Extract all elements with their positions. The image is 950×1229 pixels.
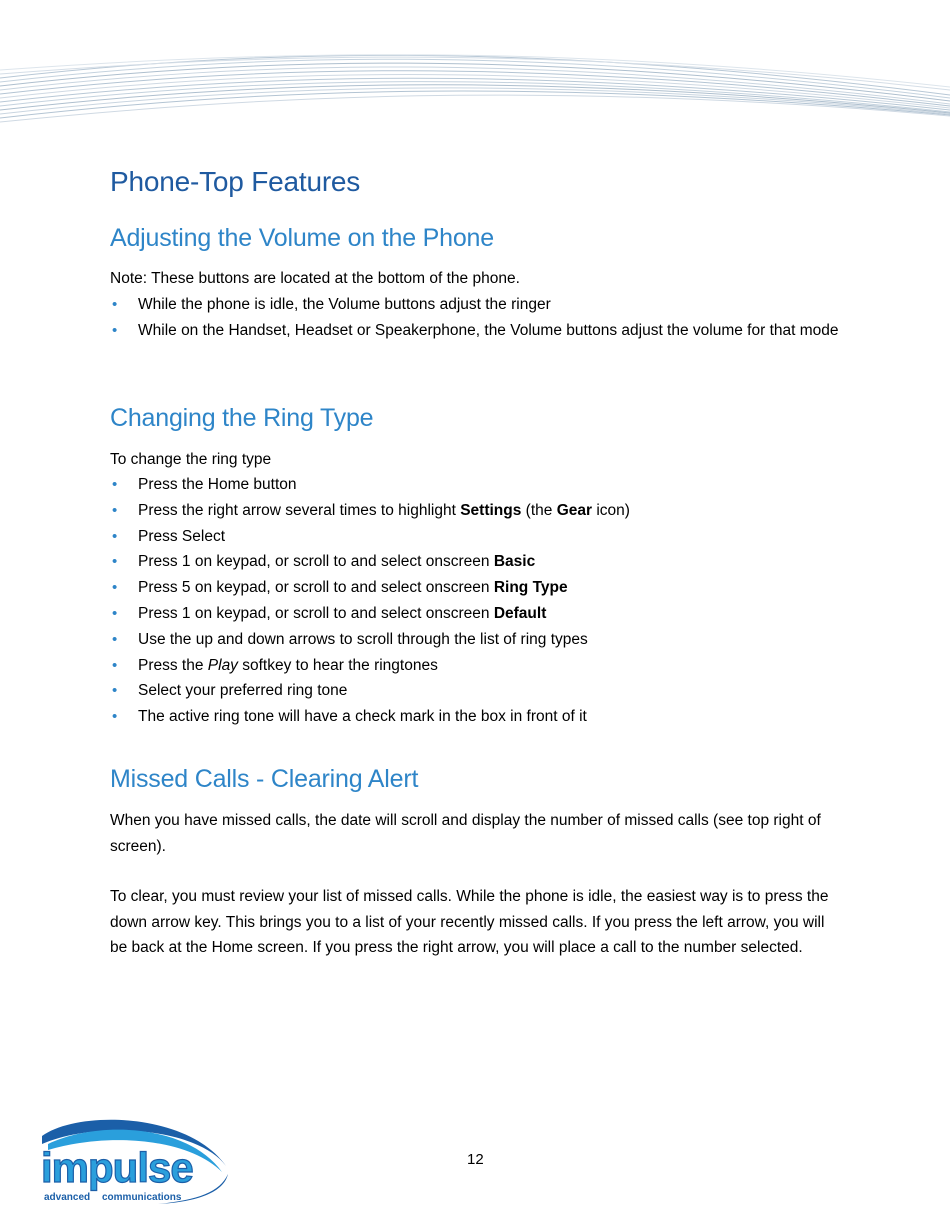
list-item: • Press the Play softkey to hear the ringtones	[110, 653, 850, 679]
bullet-icon: •	[112, 501, 118, 519]
bullet-icon: •	[112, 656, 118, 674]
logo-tagline-2: communications	[102, 1192, 182, 1203]
list-item: • Press 1 on keypad, or scroll to and select onscreen Default	[110, 601, 850, 627]
missed-calls-heading: Missed Calls - Clearing Alert	[110, 765, 419, 793]
bullet-icon: •	[112, 321, 118, 339]
list-item: • Use the up and down arrows to scroll through the list of ring types	[110, 627, 850, 653]
logo-wordmark: impulse	[41, 1144, 193, 1191]
missed-calls-paragraph-1: When you have missed calls, the date will scroll and display the number of missed calls (see top right of screen).	[110, 812, 821, 855]
bullet-icon: •	[112, 630, 118, 648]
volume-note: Note: These buttons are located at the bottom of the phone.	[110, 270, 520, 287]
list-item: • Press the Home button	[110, 472, 850, 498]
ring-type-heading: Changing the Ring Type	[110, 404, 374, 432]
header-wave-graphic	[0, 40, 950, 135]
list-item: • Press the right arrow several times to highlight Settings (the Gear icon)	[110, 498, 850, 524]
list-item: • Press 5 on keypad, or scroll to and select onscreen Ring Type	[110, 575, 850, 601]
list-item: • While the phone is idle, the Volume buttons adjust the ringer	[110, 292, 850, 318]
page-title: Phone-Top Features	[110, 166, 361, 197]
bullet-icon: •	[112, 527, 118, 545]
ring-type-intro: To change the ring type	[110, 451, 272, 468]
missed-calls-paragraph-2: To clear, you must review your list of missed calls. While the phone is idle, the easiest way is to press the down arrow key. This brings you to a list of your recently missed calls. If you press the left arrow, you will be back at the Home screen. If you press the right arrow, you will place a call to the number selected.	[110, 888, 829, 956]
list-item: • The active ring tone will have a check mark in the box in front of it	[110, 704, 850, 730]
bullet-icon: •	[112, 296, 118, 313]
volume-heading: Adjusting the Volume on the Phone	[110, 224, 494, 252]
bullet-icon: •	[112, 708, 118, 726]
list-item: • Select your preferred ring tone	[110, 678, 850, 704]
page-number: 12	[467, 1151, 484, 1168]
list-item: • Press Select	[110, 524, 850, 550]
ring-type-steps	[110, 472, 850, 730]
bullet-icon: •	[112, 553, 118, 571]
list-item: • Press 1 on keypad, or scroll to and select onscreen Basic	[110, 549, 850, 575]
list-item: • While on the Handset, Headset or Speakerphone, the Volume buttons adjust the volume for that mode	[110, 318, 850, 344]
bullet-icon: •	[112, 682, 118, 700]
bullet-icon: •	[112, 604, 118, 622]
logo-tagline-1: advanced	[44, 1192, 91, 1203]
volume-bullet-list	[110, 292, 850, 344]
bullet-icon: •	[112, 476, 118, 493]
bullet-icon: •	[112, 579, 118, 597]
impulse-logo	[38, 1114, 233, 1212]
